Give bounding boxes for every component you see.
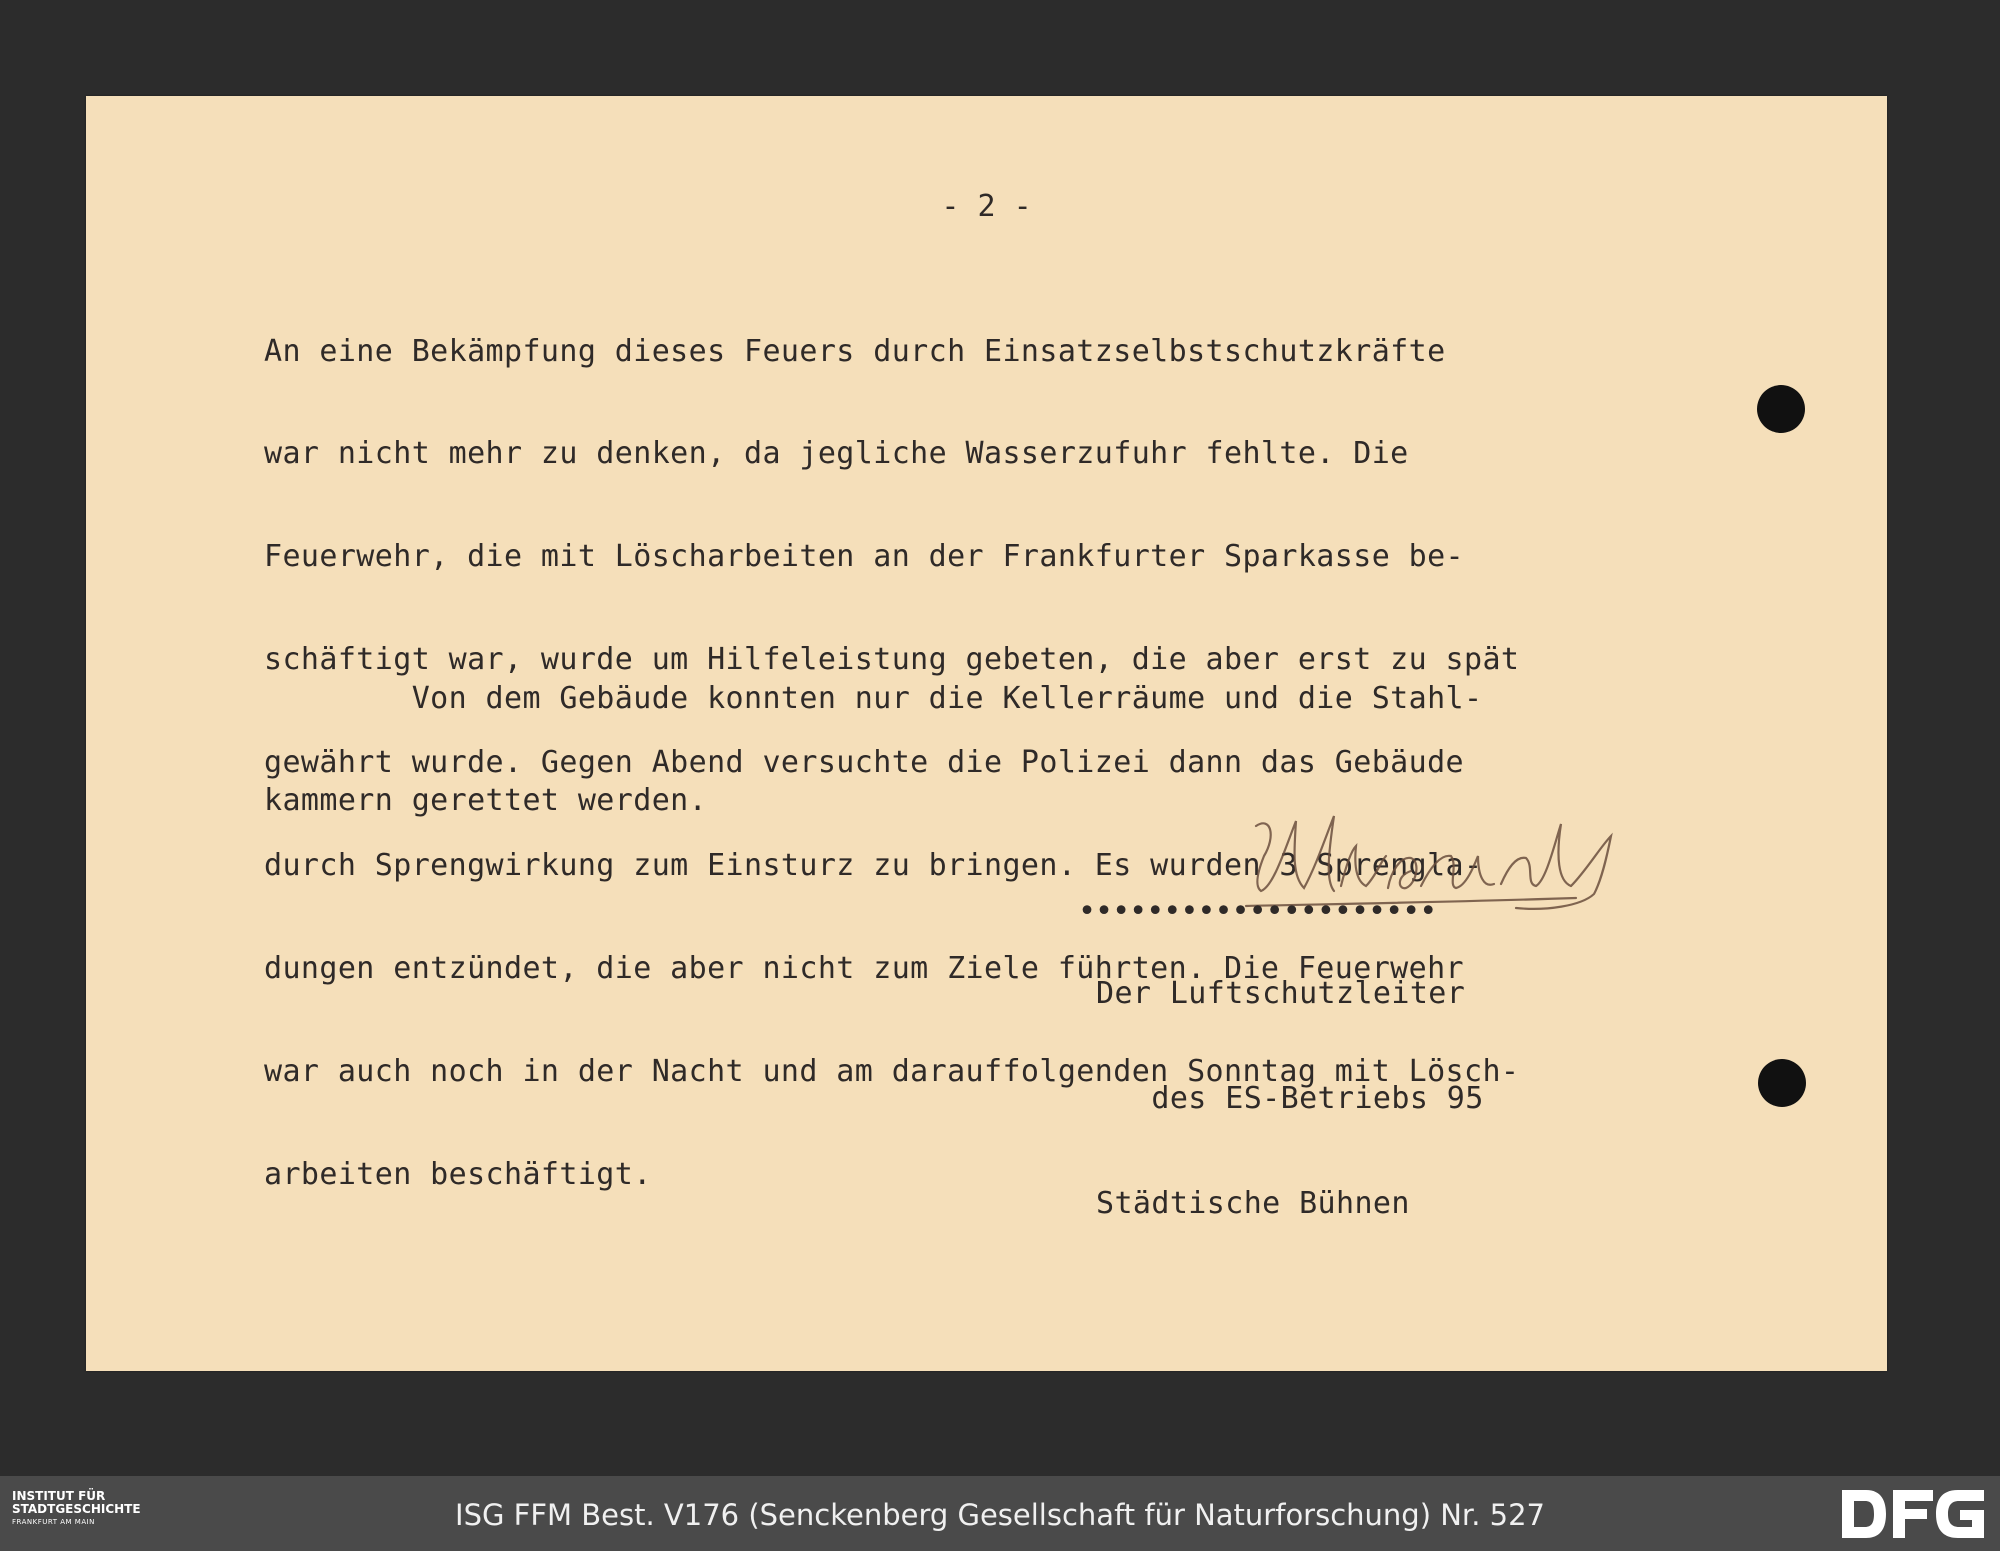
text-line: durch Sprengwirkung zum Einsturz zu bringen. Es wurden 3 Sprengla- <box>264 848 1483 884</box>
text-line: gewährt wurde. Gegen Abend versuchte die Polizei dann das Gebäude <box>264 745 1464 781</box>
signer-organization: Städtische Bühnen <box>1096 1186 1410 1221</box>
text-line: An eine Bekämpfung dieses Feuers durch Einsatzselbstschutzkräfte <box>264 333 1446 369</box>
text-line: arbeiten beschäftigt. <box>264 1156 652 1192</box>
document-page <box>86 96 1887 1371</box>
signature-line-dots: ••••••••••••••••••••• <box>1078 894 1437 929</box>
dfg-logo <box>1838 1480 1988 1546</box>
text-line: Von dem Gebäude konnten nur die Kellerräume und die Stahl- <box>264 680 1483 716</box>
text-line: war auch noch in der Nacht und am darauffolgenden Sonntag mit Lösch- <box>264 1053 1520 1089</box>
text-line: dungen entzündet, die aber nicht zum Ziele führten. Die Feuerwehr <box>264 950 1464 986</box>
text-line: war nicht mehr zu denken, da jegliche Wasserzufuhr fehlte. Die <box>264 436 1409 472</box>
institute-name-line1: INSTITUT FÜR <box>12 1489 106 1503</box>
text-line: kammern gerettet werden. <box>264 783 708 819</box>
archive-reference: ISG FFM Best. V176 (Senckenberg Gesellschaft für Naturforschung) Nr. 527 <box>455 1498 1545 1532</box>
punch-hole-top <box>1757 385 1805 433</box>
signer-block <box>1096 906 1484 1291</box>
institute-name-line2: STADTGESCHICHTE <box>12 1502 141 1516</box>
punch-hole-bottom <box>1758 1059 1806 1107</box>
text-line: Feuerwehr, die mit Löscharbeiten an der Frankfurter Sparkasse be- <box>264 539 1464 575</box>
archive-footer-bar <box>0 1476 2000 1551</box>
page-number: - 2 - <box>941 189 1032 224</box>
signer-unit: des ES-Betriebs 95 <box>1096 1081 1484 1116</box>
institute-city: FRANKFURT AM MAIN <box>12 1518 95 1526</box>
text-line: schäftigt war, wurde um Hilfeleistung gebeten, die aber erst zu spät <box>264 642 1520 678</box>
signer-title: Der Luftschutzleiter <box>1096 976 1466 1011</box>
